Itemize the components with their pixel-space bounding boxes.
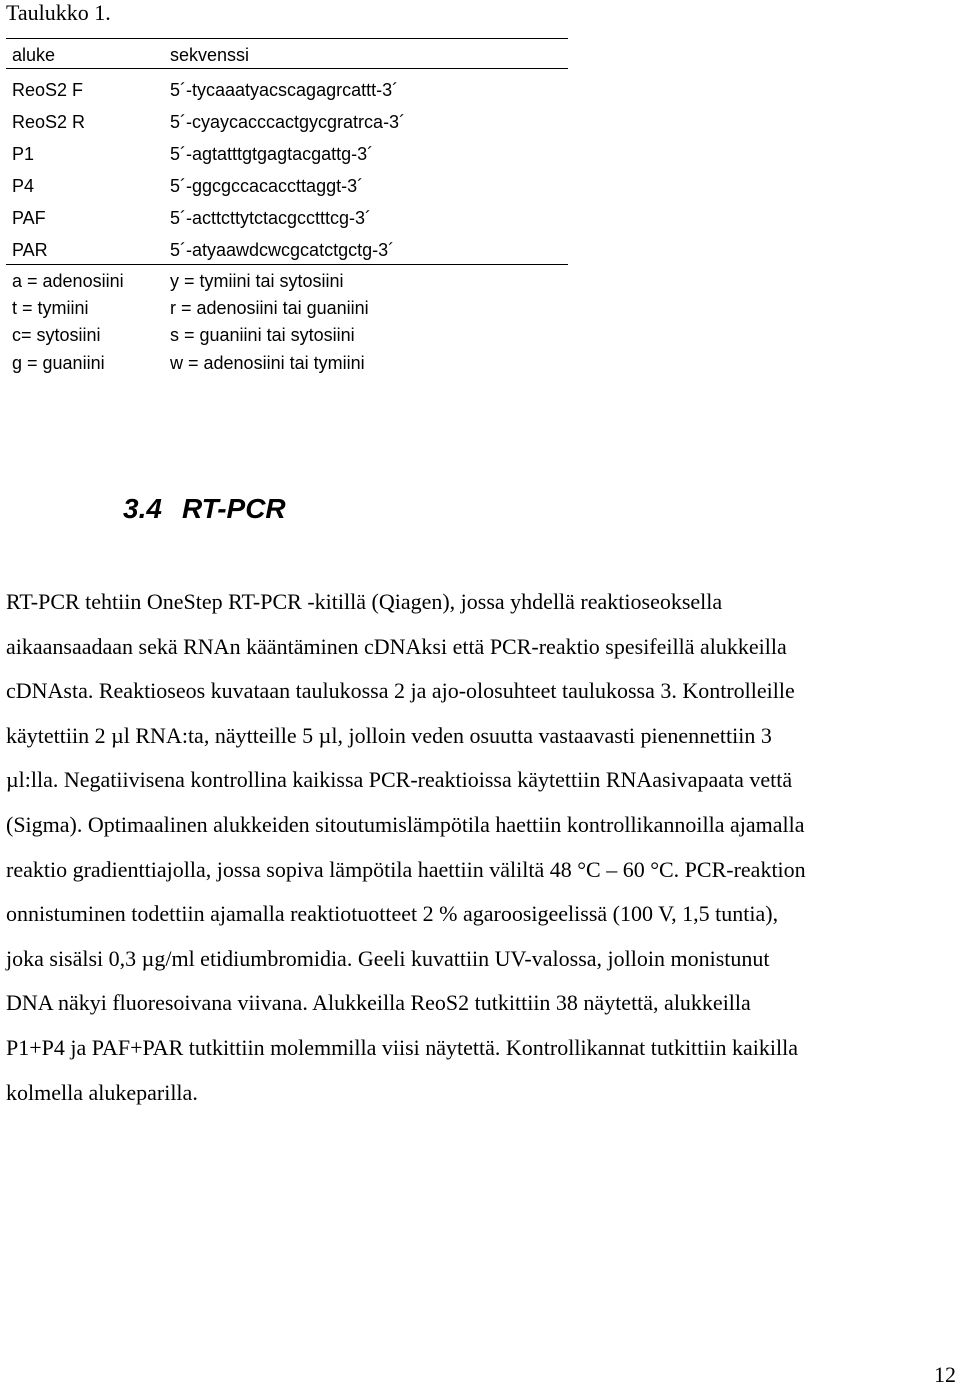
- paragraph-line: aikaansaadaan sekä RNAn kääntäminen cDNAksi että PCR-reaktio spesifeillä alukkeilla: [6, 633, 787, 659]
- paragraph-line: µl:lla. Negatiivisena kontrollina kaikissa PCR-reaktioissa käytettiin RNAasivapaata vettä: [6, 767, 793, 793]
- paragraph-line: onnistuminen todettiin ajamalla reaktiotuotteet 2 % agaroosigeelissä (100 V, 1,5 tuntia),: [6, 901, 779, 927]
- section-number: 3.4: [123, 493, 162, 524]
- paragraph-line: RT-PCR tehtiin OneStep RT-PCR -kitillä (Qiagen), jossa yhdellä reaktioseoksella: [6, 589, 723, 614]
- legend-item: w = adenosiini tai tymiini: [170, 353, 365, 373]
- column-header-primer: aluke: [12, 45, 56, 65]
- table-row-sequence: 5´-tycaaatyacscagagrcattt-3´: [170, 80, 399, 100]
- section-title: RT-PCR: [181, 493, 286, 524]
- paragraph-line: käytettiin 2 µl RNA:ta, näytteille 5 µl, jolloin veden osuutta vastaavasti pienennettiin 3: [6, 722, 772, 748]
- paragraph-line: (Sigma). Optimaalinen alukkeiden sitoutumislämpötila haettiin kontrollikannoilla ajamalla: [6, 811, 805, 837]
- body-paragraph: [6, 580, 948, 1115]
- legend-item: g = guaniini: [12, 353, 105, 373]
- paragraph-line: joka sisälsi 0,3 µg/ml etidiumbromidia. Geeli kuvattiin UV-valossa, jolloin monistunut: [6, 945, 770, 971]
- table-row-sequence: 5´-ggcgccacaccttaggt-3´: [170, 176, 364, 196]
- table-top-rule: [6, 38, 568, 39]
- page-number: 12: [934, 1362, 956, 1387]
- paragraph-line: kolmella alukeparilla.: [6, 1079, 198, 1105]
- legend-item: s = guaniini tai sytosiini: [170, 325, 355, 345]
- table-header-rule: [6, 68, 568, 69]
- legend-item: a = adenosiini: [12, 271, 124, 291]
- legend-item: c= sytosiini: [12, 325, 101, 345]
- table-row-primer: P1: [12, 144, 35, 164]
- legend-item: r = adenosiini tai guaniini: [170, 298, 369, 318]
- table-row-primer: ReoS2 R: [12, 112, 86, 132]
- paragraph-line: P1+P4 ja PAF+PAR tutkittiin molemmilla viisi näytettä. Kontrollikannat tutkittiin kaikilla: [6, 1034, 798, 1060]
- table-row-sequence: 5´-acttcttytctacgcctttcg-3´: [170, 208, 372, 228]
- paragraph-line: DNA näkyi fluoresoivana viivana. Alukkeilla ReoS2 tutkittiin 38 näytettä, alukkeilla: [6, 990, 751, 1016]
- table-row-sequence: 5´-agtatttgtgagtacgattg-3´: [170, 144, 374, 164]
- table-row-primer: ReoS2 F: [12, 80, 84, 100]
- legend-item: y = tymiini tai sytosiini: [170, 271, 344, 291]
- paragraph-line: reaktio gradienttiajolla, jossa sopiva lämpötila haettiin väliltä 48 °C – 60 °C. PCR-reaktion: [6, 856, 806, 882]
- column-header-sequence: sekvenssi: [170, 45, 250, 65]
- table-row-primer: PAF: [12, 208, 46, 228]
- table-bottom-rule: [6, 264, 568, 265]
- table-row-sequence: 5´-cyaycacccactgycgratrca-3´: [170, 112, 406, 132]
- paragraph-line: cDNAsta. Reaktioseos kuvataan taulukossa 2 ja ajo-olosuhteet taulukossa 3. Kontrolleille: [6, 678, 795, 704]
- section-heading: [123, 492, 286, 526]
- table-caption: Taulukko 1.: [6, 0, 111, 25]
- legend-item: t = tymiini: [12, 298, 89, 318]
- table-row-sequence: 5´-atyaawdcwcgcatctgctg-3´: [170, 240, 395, 260]
- table-row-primer: P4: [12, 176, 35, 196]
- table-row-primer: PAR: [12, 240, 48, 260]
